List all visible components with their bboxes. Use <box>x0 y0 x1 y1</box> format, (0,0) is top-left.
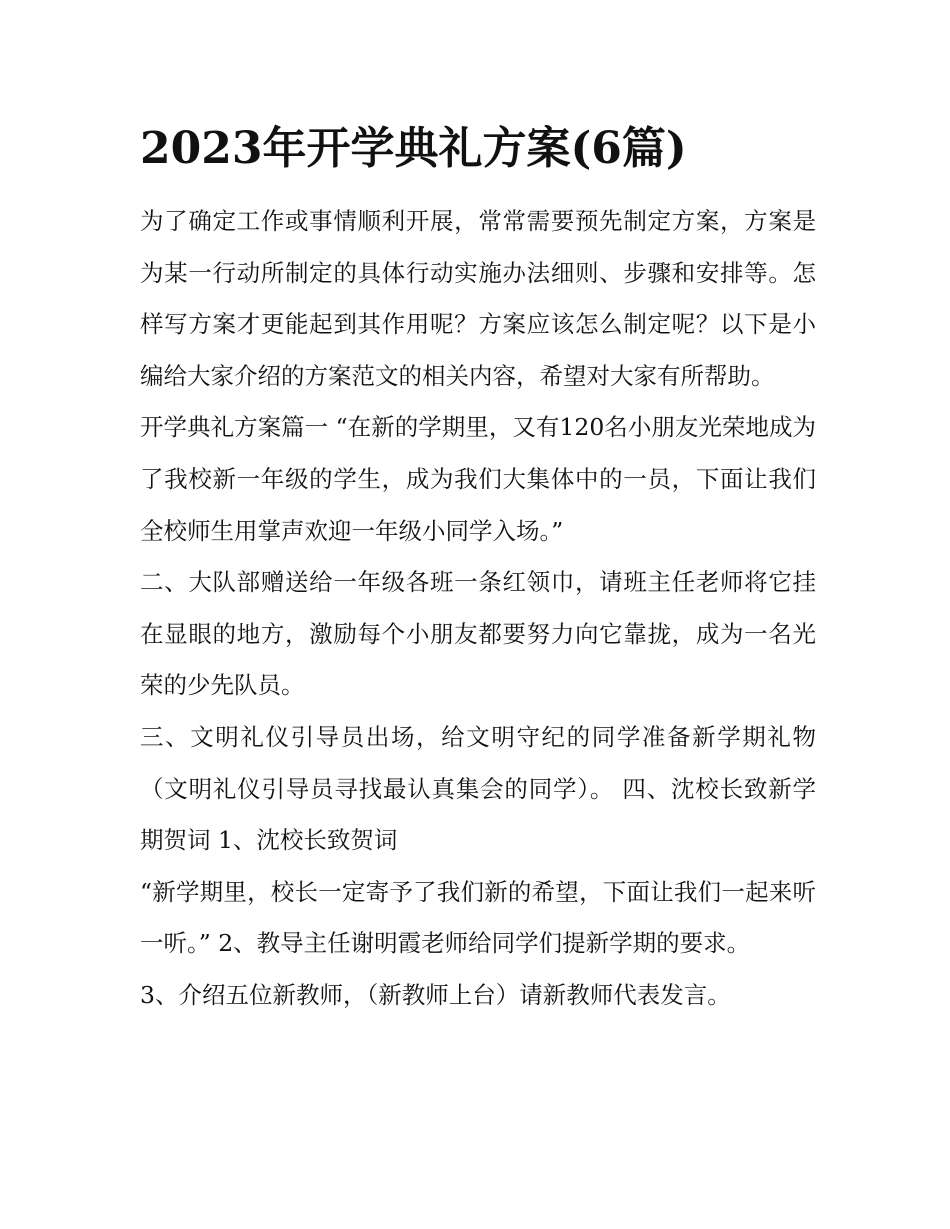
paragraph-part-one: 开学典礼方案篇一 “在新的学期里，又有120名小朋友光荣地成为了我校新一年级的学生，成为我们大集体中的一员，下面让我们全校师生用掌声欢迎一年级小同学入场。” <box>140 413 816 545</box>
document-body <box>140 196 816 1022</box>
paragraph-item-3: 3、介绍五位新教师，（新教师上台）请新教师代表发言。 <box>140 980 731 1009</box>
paragraph-item-two: 二、大队部赠送给一年级各班一条红领巾，请班主任老师将它挂在显眼的地方，激励每个小朋友都要努力向它靠拢，成为一名光荣的少先队员。 <box>140 568 816 700</box>
paragraph-item-three: 三、文明礼仪引导员出场，给文明守纪的同学准备新学期礼物（文明礼仪引导员寻找最认真集会的同学）。 四、沈校长致新学期贺词 1、沈校长致贺词 <box>140 722 816 855</box>
document-title: 2023年开学典礼方案(6篇) <box>140 123 687 174</box>
paragraph-intro: 为了确定工作或事情顺利开展，常常需要预先制定方案，方案是为某一行动所制定的具体行动实施办法细则、步骤和安排等。怎样写方案才更能起到其作用呢？方案应该怎么制定呢？以下是小编给大家介绍的方案范文的相关内容，希望对大家有所帮助。 <box>140 207 816 390</box>
paragraph-quote: “新学期里，校长一定寄予了我们新的希望，下面让我们一起来听一听。” 2、教导主任谢明霞老师给同学们提新学期的要求。 <box>140 877 816 958</box>
